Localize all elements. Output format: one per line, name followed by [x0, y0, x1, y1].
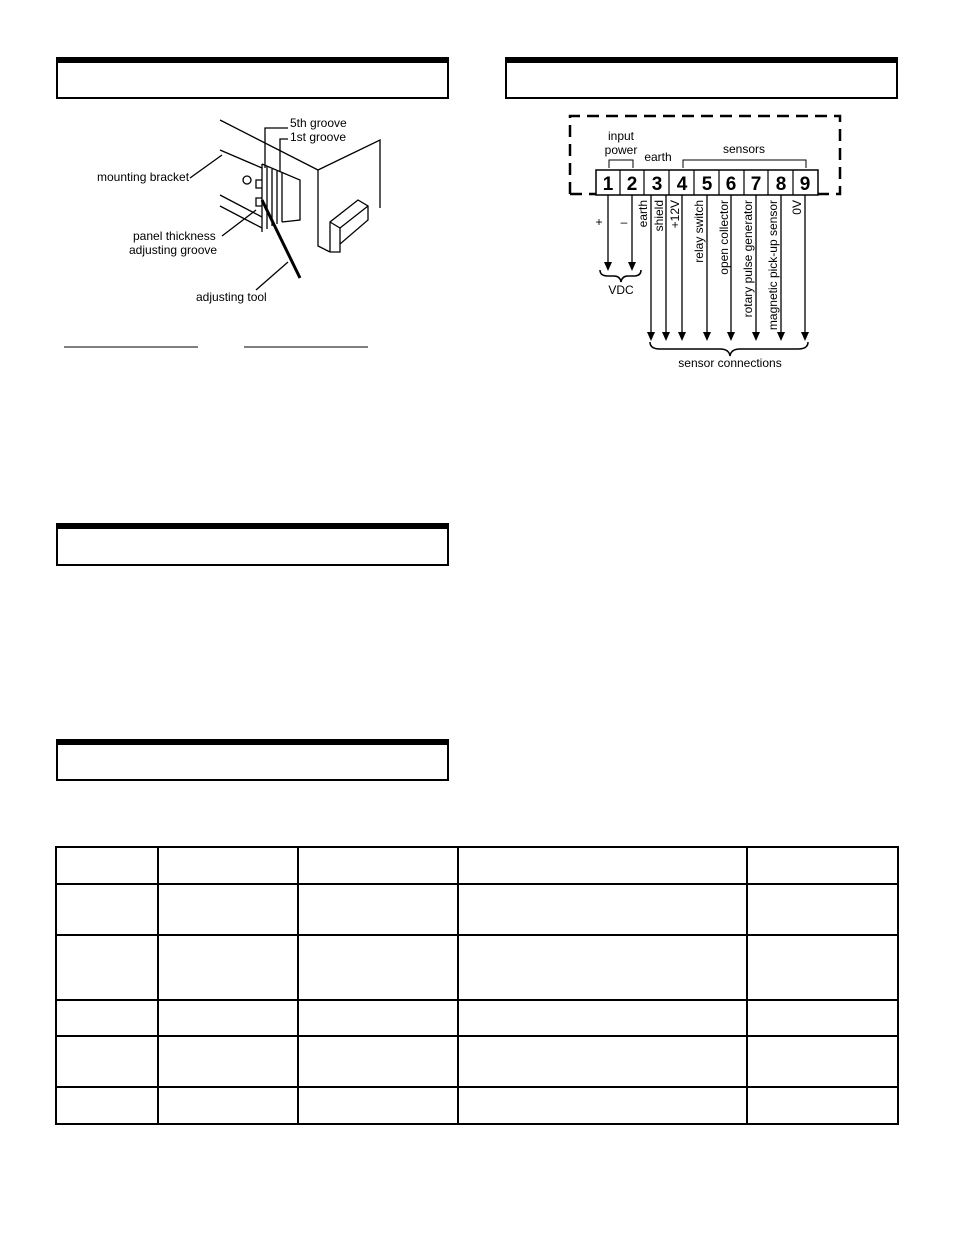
table-cell — [747, 847, 898, 884]
label-sensor-connections: sensor connections — [678, 356, 782, 370]
table-row — [56, 935, 898, 1000]
table-row — [56, 847, 898, 884]
table-cell — [158, 935, 298, 1000]
table-cell — [458, 847, 747, 884]
wire-label-relay-switch: relay switch — [692, 200, 706, 263]
table-cell — [747, 1087, 898, 1124]
label-adjusting-tool: adjusting tool — [196, 290, 267, 304]
wiring-diagram — [570, 116, 840, 370]
terminal-9: 9 — [799, 174, 811, 195]
table-cell — [158, 884, 298, 935]
table-cell — [56, 1087, 158, 1124]
terminal-2: 2 — [626, 174, 638, 195]
table-cell — [298, 1087, 458, 1124]
sensor-connections-brace — [650, 342, 808, 356]
label-minus: – — [620, 215, 628, 229]
table-cell — [747, 935, 898, 1000]
label-panel-thickness-1: panel thickness — [133, 229, 216, 243]
spec-table — [55, 846, 899, 1125]
table-cell — [458, 1036, 747, 1087]
wire-label-shield: shield — [652, 200, 666, 232]
table-cell — [298, 935, 458, 1000]
table-cell — [158, 1036, 298, 1087]
label-mounting-bracket: mounting bracket — [97, 170, 190, 184]
table-cell — [56, 1000, 158, 1036]
wire-label-0v: 0V — [790, 200, 804, 215]
wire-label-rotary-pulse-generator: rotary pulse generator — [741, 200, 755, 318]
terminal-8: 8 — [775, 174, 787, 195]
terminal-3: 3 — [651, 174, 663, 195]
table-row — [56, 1000, 898, 1036]
table-row — [56, 1087, 898, 1124]
wire-label-magnetic-pickup: magnetic pick-up sensor — [766, 200, 780, 331]
table-cell — [56, 884, 158, 935]
wire-label-open-collector: open collector — [717, 200, 731, 275]
table-row — [56, 884, 898, 935]
table-cell — [747, 884, 898, 935]
label-power: power — [604, 143, 638, 157]
table-cell — [56, 935, 158, 1000]
table-cell — [747, 1036, 898, 1087]
label-earth-group: earth — [644, 150, 672, 164]
table-cell — [56, 1036, 158, 1087]
wire-label-earth: earth — [636, 200, 650, 228]
terminal-6: 6 — [725, 174, 737, 195]
mounting-diagram — [190, 120, 380, 290]
adjusting-tool-icon — [262, 200, 300, 278]
table-cell — [298, 884, 458, 935]
terminal-7: 7 — [750, 174, 762, 195]
table-cell — [298, 847, 458, 884]
table-cell — [158, 1087, 298, 1124]
table-cell — [158, 1000, 298, 1036]
table-cell — [458, 1000, 747, 1036]
table-row — [56, 1036, 898, 1087]
label-vdc: VDC — [608, 283, 634, 297]
wire-label-12v: +12V — [668, 200, 682, 229]
table-cell — [158, 847, 298, 884]
terminal-5: 5 — [701, 174, 713, 195]
table-cell — [747, 1000, 898, 1036]
label-first-groove: 1st groove — [290, 130, 347, 144]
table-cell — [298, 1000, 458, 1036]
table-cell — [458, 1087, 747, 1124]
table-cell — [56, 847, 158, 884]
table-cell — [458, 935, 747, 1000]
label-sensors: sensors — [722, 142, 766, 156]
table-cell — [458, 884, 747, 935]
vdc-brace — [600, 270, 641, 282]
terminal-4: 4 — [676, 174, 688, 195]
terminal-1: 1 — [602, 174, 614, 195]
label-input: input — [607, 129, 635, 143]
label-fifth-groove: 5th groove — [290, 116, 347, 130]
table-cell — [298, 1036, 458, 1087]
label-panel-thickness-2: adjusting groove — [129, 243, 218, 257]
label-plus: + — [595, 215, 603, 229]
